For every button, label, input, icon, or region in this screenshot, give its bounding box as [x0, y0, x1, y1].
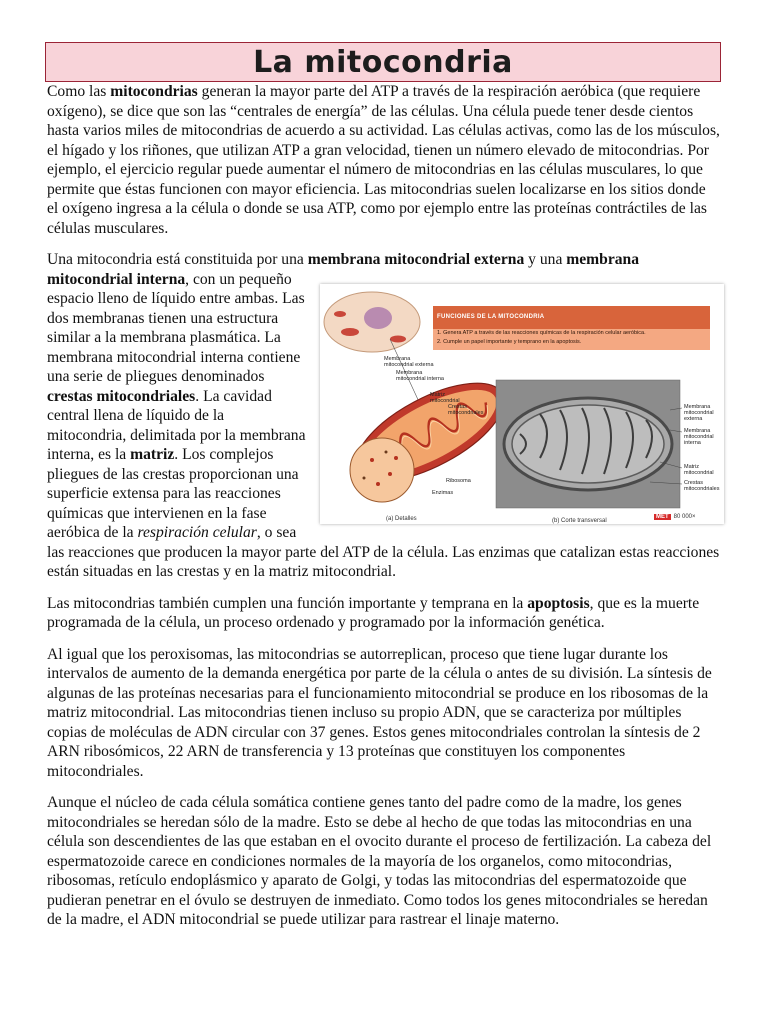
label-r-outer-membrane: Membrana mitocondrial externa [684, 403, 714, 422]
small-mitochondrion [341, 328, 359, 336]
paragraph-2: Una mitocondria está constituida por una membrana mitocondrial externa y una membrana mitocondrial interna FUNCIONES DE LA MITOCONDRIA 1. Genera ATP a través de las reacciones químicas de la respiración celular aeróbica. 2. Cumple un papel importante y temprano en la apoptosis. Membrana mitocondrial externa Membrana mitocondrial interna Matriz mitocondrial Crestas mitocondriales Ribosoma Enzimas Membrana mitocondrial externa Membrana mitocondrial interna Matriz mitocondrial Crestas mitocondriales (a) Detalles (b) Corte transversal MET 80 000× , con un pequeño espacio lleno de líquido entre ambas. Las dos membranas tienen una estructura similar a la membrana plasmática. La membrana mitocondrial interna contiene una serie de pliegues denominados crestas mitocondriales. La cavidad central llena de líquido de la mitocondria, delimitada por la membrana interna, es la matriz. Los complejos pliegues de las crestas proporcionan una superficie extensa para las reacciones químicas que intervienen en la fase aeróbica de la respiración celular, o sea las reacciones que producen la mayor parte del ATP de la célula. Las enzimas que catalizan estas reacciones están situadas en las crestas y en la matriz mitocondrial. [47, 250, 720, 582]
term-crestas: crestas mitocondriales [47, 387, 196, 405]
label-cristae: Crestas mitocondriales [448, 403, 484, 416]
caption-b: (b) Corte transversal [552, 517, 607, 524]
label-r-cristae: Crestas mitocondriales [684, 479, 720, 492]
paragraph-4: Al igual que los peroxisomas, las mitocondrias se autorreplican, proceso que tiene lugar durante los intervalos de aumento de la demanda energética por parte de la célula o antes de su división. La síntesis de algunas de las proteínas necesarias para el funcionamiento mitocondrial se produce en los ribosomas de la matriz mitocondrial. Las mitocondrias tienen incluso su propio ADN, que se caracteriza por múltiples copias de moléculas de ADN circular con 37 genes. Estos genes mitocondriales controlan la síntesis de 2 ARN ribosómicos, 22 ARN de transferencia y 13 proteínas que constituyen los componentes mitocondriales. [47, 645, 712, 780]
mitochondria-figure [320, 284, 724, 524]
paragraph-5: Aunque el núcleo de cada célula somática contiene genes tanto del padre como de la madre, los genes mitocondriales se heredan sólo de la madre. Esto se debe al hecho de que todas las mitocondrias en una célula son descendientes de las que estaban en el ovocito durante el proceso de fertilización. La cabeza del espermatozoide carece en condiciones normales de la mayoría de los organelos, como mitocondrias, ribosomas, retículo endoplásmico y aparato de Golgi, y todas las mitocondrias del espermatozoide que pudieran penetrar en el óvulo se destruyen de inmediato. Como todos los genes mitocondriales se heredan de la madre, el ADN mitocondrial se puede utilizar para rastrear el linaje materno. [47, 794, 712, 928]
paragraph-1: Como las mitocondrias generan la mayor parte del ATP a través de la respiración aeróbica (que requiere oxígeno), se dice que son las “centrales de energía” de las células. Una célula puede tener desde cientos hasta varios miles de mitocondrias de acuerdo a su actividad. Las células activas, como las de los músculos, el hígado y los riñones, que utilizan ATP a gran velocidad, tienen un número elevado de mitocondrias. Por ejemplo, el ejercicio regular puede aumentar el número de mitocondrias en las células musculares, lo que permite que éstas funcionen con mayor eficiencia. Las mitocondrias suelen localizarse en los sitios donde el oxígeno ingresa a la célula o donde se usa ATP, como por ejemplo entre las proteínas contráctiles de las células musculares. [47, 83, 720, 237]
paragraph-3: Las mitocondrias también cumplen una función importante y temprana en la apoptosis, que es la muerte programada de la célula, un proceso ordenado y programado por la información genética. [47, 594, 700, 631]
label-r-matrix: Matriz mitocondrial [684, 463, 714, 476]
label-inner-membrane: Membrana mitocondrial interna [396, 369, 444, 382]
term-respiracion-celular: respiración celular [137, 524, 257, 541]
page-title: La mitocondria [253, 44, 513, 80]
functions-item: 2. Cumple un papel importante y temprano en la apoptosis. [437, 339, 582, 345]
magnification-label: MET 80 000× [656, 513, 696, 520]
label-matrix: Matriz mitocondrial [430, 391, 460, 404]
title-banner [45, 42, 721, 82]
functions-box-title: FUNCIONES DE LA MITOCONDRIA [433, 306, 710, 330]
term-mitocondrias: mitocondrias [110, 83, 198, 100]
term-apoptosis: apoptosis [527, 594, 590, 612]
caption-a: (a) Detalles [386, 515, 417, 522]
label-enzymes: Enzimas [432, 489, 454, 496]
term-matriz: matriz [130, 446, 175, 463]
label-r-inner-membrane: Membrana mitocondrial interna [684, 427, 714, 446]
small-mitochondrion [334, 311, 346, 317]
article-body [47, 82, 720, 942]
functions-box [433, 306, 710, 350]
label-outer-membrane: Membrana mitocondrial externa [384, 355, 434, 368]
functions-item: 1. Genera ATP a través de las reacciones químicas de la respiración celular aeróbica. [437, 330, 646, 336]
small-mitochondrion [390, 335, 406, 342]
matrix-inset [350, 438, 414, 502]
cell-nucleus [364, 307, 392, 329]
label-ribosome: Ribosoma [446, 477, 471, 484]
term-membrana-externa: membrana mitocondrial externa [307, 251, 525, 268]
term-membrana-interna: membrana mitocondrial interna [47, 251, 640, 288]
